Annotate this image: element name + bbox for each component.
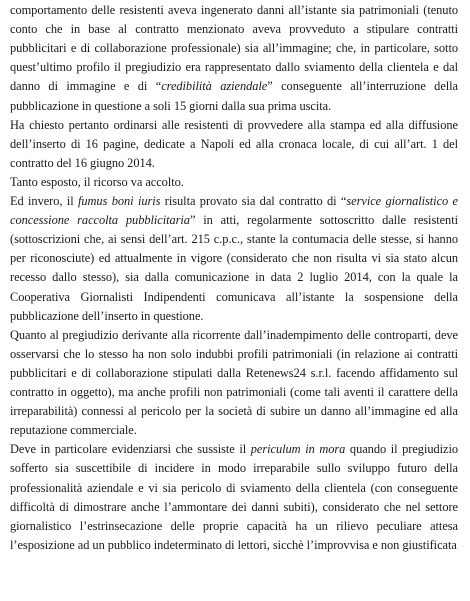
text-segment: sofferto sia suscettibile di incidere in modo irreparabile sullo sviluppo futuro della [10,461,458,476]
text-line [10,327,458,344]
text-line [10,78,458,95]
italic-text-segment: service giornalistico e [346,194,458,208]
text-segment: Ha chiesto pertanto ordinarsi alle resistenti di provvedere alla stampa ed alla diffusione [10,117,458,132]
text-line [10,21,458,38]
text-segment: quest’ultimo profilo il pregiudizio era rappresentato dallo sviamento della clientela e dal [10,60,458,75]
text-segment: recesso dallo stesso), sia dalla comunicazione in data 2 luglio 2014, con la quale la [10,270,458,285]
text-line [10,460,458,477]
text-line [10,40,458,57]
text-segment: difficoltà di dimostrare anche l’ammontare dei danni subiti), considerato che nel settore [10,499,458,514]
text-line [10,403,458,420]
text-segment: ” conseguente all’interruzione della [267,79,459,94]
text-line [10,59,458,76]
text-segment: Tanto esposto, il ricorso va accolto. [10,174,184,189]
text-line [10,193,458,210]
text-line [10,231,458,248]
text-segment: conto che in base al contratto menzionato aveva provveduto a stipulare contratti [10,22,458,37]
text-line [10,480,458,497]
text-segment: quando il pregiudizio [345,442,459,457]
text-line [10,422,458,439]
text-line [10,308,458,325]
text-segment: ” in atti, regolarmente sottoscritto dalle resistenti [189,213,458,228]
text-line [10,250,458,267]
text-line [10,365,458,382]
text-segment: danno di immagine e di “ [10,79,162,94]
text-line [10,346,458,363]
text-line [10,98,458,115]
text-line [10,269,458,286]
text-segment: l’esposizione ad un pubblico indeterminato di lettori, sicchè l’improvvisa e non giustificata [10,537,457,552]
italic-text-segment: fumus boni iuris [78,194,161,208]
text-line [10,384,458,401]
text-segment: pubblicazione in questione a soli 15 giorni dalla sua prima uscita. [10,98,332,113]
text-segment: pubblicitari e di collaborazione stipulati dalla Retenews24 s.r.l. facendo affidamento sul [10,365,458,380]
italic-text-segment: credibilità aziendale [161,79,268,94]
text-line [10,518,458,535]
text-segment: Quanto al pregiudizio derivante alla ricorrente dall’inadempimento delle controparti, deve [10,327,458,342]
text-segment: osservarsi che lo stesso ha non solo indubbi profili patrimoniali (in relazione ai contratti [10,346,458,361]
text-segment: contratto in oggetto), ma anche profili non patrimoniali (come tali aventi il carattere della [10,385,458,399]
text-line [10,155,458,172]
italic-text-segment: periculum in mora [250,442,346,457]
text-segment: per riconosciute) ed attualmente in vigore (considerato che non risulta vi sia stato alcun [10,251,458,266]
text-segment: dell’inserto di 16 pagine, dedicate a Napoli ed alla cronaca locale, di cui all’art. 1 del [10,136,458,151]
text-segment: risulta provato sia dal contratto di “ [160,194,347,208]
text-line [10,537,458,554]
text-segment: Deve in particolare evidenziarsi che sussiste il [10,442,251,457]
text-line [10,136,458,153]
text-segment: giornalistico l’estrinsecazione delle proprie capacità ha un rilievo peculiare attesa [10,518,458,533]
italic-text-segment: concessione raccolta pubblicitaria [10,213,190,228]
text-segment: professionalità aziendale e vi sia pericolo di sviamento della clientela (con conseguente [10,480,458,495]
text-segment: irreparabilità) connessi al pericolo per la società di subire un danno all’immagine ed alla [10,404,458,419]
text-segment: reputazione commerciale. [10,423,137,438]
text-line [10,499,458,516]
text-segment: pubblicazione dell’inserto in questione. [10,308,204,323]
text-line [10,212,458,229]
text-segment: contratto del 16 giugno 2014. [10,155,155,170]
text-segment: Cooperativa Giornalisti Indipendenti comunicava all’istante la sospensione della [10,289,458,304]
text-segment: comportamento delle resistenti aveva ingenerato danni all’istante sia patrimoniali (tenuto [10,3,458,17]
text-segment: pubblicitari e di collaborazione professionale) sia all’immagine; che, in particolare, sotto [10,41,458,56]
text-segment: (sottoscrizioni che, ai sensi dell’art. 215 c.p.c., stante la contumacia delle stesse, si hanno [10,232,458,247]
text-segment: Ed invero, il [10,194,78,208]
text-line [10,441,458,458]
text-line [10,174,458,191]
text-line [10,2,458,19]
text-line [10,289,458,306]
text-line [10,117,458,134]
